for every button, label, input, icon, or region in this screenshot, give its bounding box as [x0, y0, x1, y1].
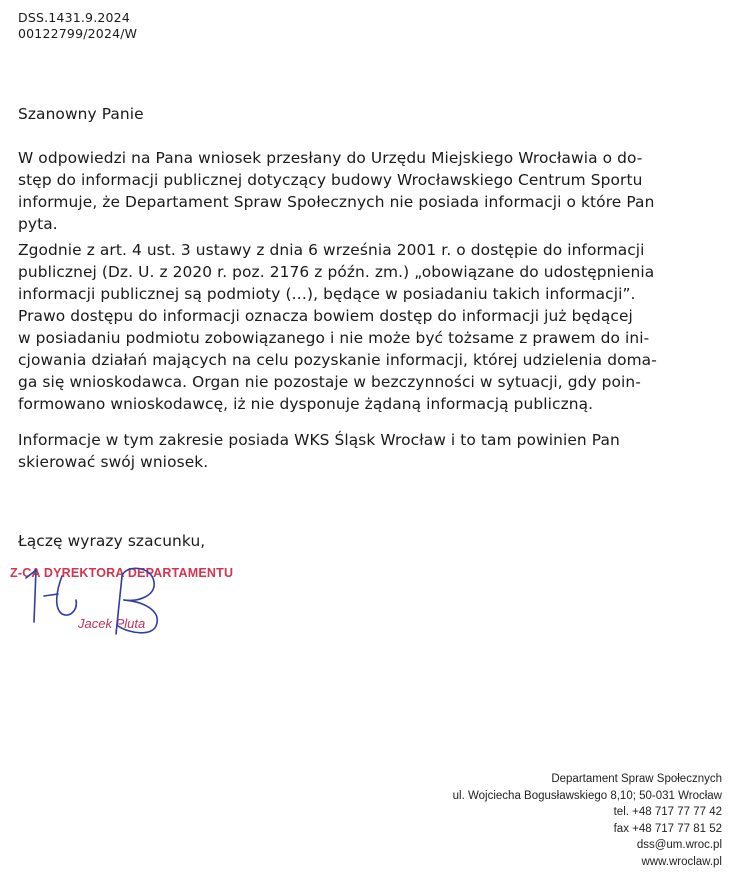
- signature-stamp: [6, 556, 246, 646]
- paragraph-2-line: publicznej (Dz. U. z 2020 r. poz. 2176 z późn. zm.) „obowiązane do udostępnienia: [18, 263, 655, 281]
- paragraph-1-line: W odpowiedzi na Pana wniosek przesłany do Urzędu Miejskiego Wrocławia o do-: [18, 149, 643, 167]
- paragraph-3: [18, 429, 730, 473]
- paragraph-1-line: pyta.: [18, 215, 58, 233]
- paragraph-2-line: Prawo dostępu do informacji oznacza bowiem dostęp do informacji już będącej: [18, 307, 633, 325]
- paragraph-2-line: informacji publicznej są podmioty (…), będące w posiadaniu takich informacji”.: [18, 285, 636, 303]
- reference-numbers: [18, 10, 137, 42]
- footer-email[interactable]: dss@um.wroc.pl: [636, 839, 722, 851]
- paragraph-1-line: stęp do informacji publicznej dotyczący budowy Wrocławskiego Centrum Sportu: [18, 171, 643, 189]
- paragraph-3-line: skierować swój wniosek.: [18, 453, 209, 471]
- paragraph-2-line: cjowania działań mających na celu pozyskanie informacji, której udzielenia doma-: [18, 351, 657, 369]
- case-number: DSS.1431.9.2024: [18, 10, 130, 25]
- salutation: Szanowny Panie: [18, 105, 144, 123]
- paragraph-2-line: formowano wnioskodawcę, iż nie dysponuje żądaną informacją publiczną.: [18, 395, 594, 413]
- paragraph-2-line: Zgodnie z art. 4 ust. 3 ustawy z dnia 6 września 2001 r. o dostępie do informacji: [18, 241, 645, 259]
- footer-contact: [453, 771, 722, 870]
- handwritten-signature-icon: [6, 556, 246, 646]
- closing-phrase: Łączę wyrazy szacunku,: [18, 532, 206, 550]
- footer-website[interactable]: www.wroclaw.pl: [641, 855, 722, 868]
- paragraph-3-line: Informacje w tym zakresie posiada WKS Śląsk Wrocław i to tam powinien Pan: [18, 431, 620, 449]
- paragraph-1-line: informuje, że Departament Spraw Społecznych nie posiada informacji o które Pan: [18, 193, 655, 211]
- paragraph-2-line: w posiadaniu podmiotu zobowiązanego i nie może być tożsame z prawem do ini-: [18, 329, 650, 347]
- paragraph-1: [18, 147, 730, 235]
- document-number: 00122799/2024/W: [18, 26, 138, 41]
- paragraph-2: [18, 239, 730, 415]
- footer-address: ul. Wojciecha Bogusławskiego 8,10; 50-031 Wrocław: [452, 789, 722, 802]
- paragraph-2-line: ga się wnioskodawca. Organ nie pozostaje w bezczynności w sytuacji, gdy poin-: [18, 373, 641, 391]
- stamp-title: Z-CA DYREKTORA DEPARTAMENTU: [10, 566, 234, 580]
- footer-department: Departament Spraw Społecznych: [551, 773, 722, 785]
- stamp-name: Jacek Pluta: [78, 616, 146, 631]
- footer-phone: tel. +48 717 77 77 42: [613, 806, 722, 818]
- footer-fax: fax +48 717 77 81 52: [613, 822, 722, 835]
